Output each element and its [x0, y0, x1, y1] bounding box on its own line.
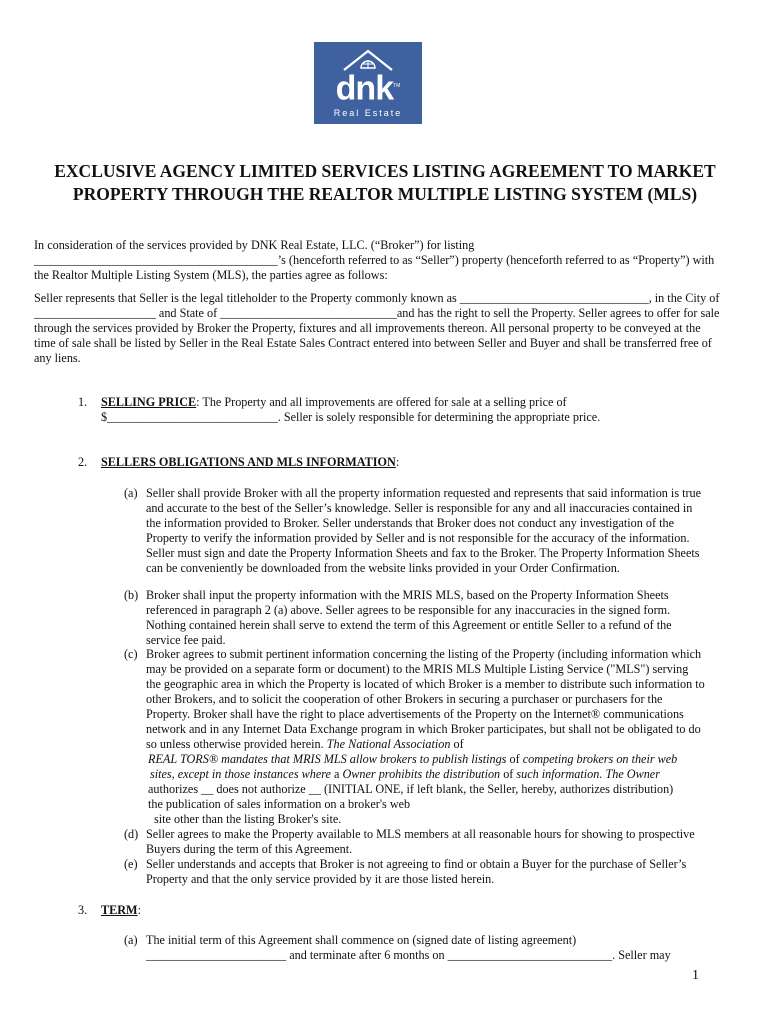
- item-c-label: (c): [124, 647, 138, 661]
- logo-subtitle: Real Estate: [333, 108, 403, 118]
- item-e-label: (e): [124, 857, 138, 871]
- seller-representation-paragraph: Seller represents that Seller is the legal titleholder to the Property commonly known as _______________________________, in the City of ____________________ and State of _____________________________and has the right to sell the Property. Seller agrees to offer for sale through the services provided by Broker the Property, fixtures and all improvements thereon. All personal property to be conveyed at the time of sale shall be listed by Seller in the Real Estate Sales Contract entered into between Seller and Buyer and shall be transferred free of any liens.: [34, 291, 720, 365]
- item-d-label: (d): [124, 827, 139, 841]
- section-1-heading: SELLING PRICE: The Property and all improvements are offered for sale at a selling price of: [101, 395, 567, 409]
- item-b-label: (b): [124, 588, 139, 602]
- section-2-heading: SELLERS OBLIGATIONS AND MLS INFORMATION:: [101, 455, 400, 469]
- section-1-price-line: $____________________________. Seller is solely responsible for determining the appropriate price.: [101, 410, 601, 424]
- section-3-number: 3.: [78, 903, 88, 917]
- document-title: EXCLUSIVE AGENCY LIMITED SERVICES LISTING AGREEMENT TO MARKET PROPERTY THROUGH THE REALTOR MULTIPLE LISTING SYSTEM (MLS): [54, 161, 716, 204]
- item-b-text: Broker shall input the property information with the MRIS MLS, based on the Property Information Sheets referenced in paragraph 2 (a) above. Seller agrees to be responsible for any inaccuracies in the signed form. Nothing contained herein shall serve to extend the term of this Agreement or entitle Seller to a refund of the service fee paid.: [146, 588, 672, 647]
- term-a-line-1: The initial term of this Agreement shall commence on (signed date of listing agreement): [146, 933, 577, 947]
- item-c-line-sites: sites, except in those instances where a Owner prohibits the distribution of such information. The Owner: [150, 767, 660, 781]
- intro-paragraph: In consideration of the services provided by DNK Real Estate, LLC. (“Broker”) for listing ________________________________________’s (henceforth referred to as “Seller”) property (henceforth referred to as “Property”) with the Realtor Multiple Listing System (MLS), the parties agree as follows:: [34, 238, 715, 282]
- item-a-label: (a): [124, 486, 138, 500]
- logo-brand: dnk™: [335, 69, 401, 108]
- item-c-line-authorizes: authorizes __ does not authorize __ (INITIAL ONE, if left blank, the Seller, hereby, authorizes distribution): [148, 782, 674, 796]
- item-c-line-site: site other than the listing Broker's site.: [154, 812, 342, 826]
- company-logo: [314, 42, 422, 124]
- term-a-label: (a): [124, 933, 138, 947]
- item-c-line-realtors: REAL TORS® mandates that MRIS MLS allow brokers to publish listings of competing brokers on their web: [148, 752, 678, 766]
- item-d-text: Seller agrees to make the Property available to MLS members at all reasonable hours for showing to prospective Buyers during the term of this Agreement.: [146, 827, 695, 856]
- section-1-number: 1.: [78, 395, 88, 409]
- term-a-line-2: _______________________ and terminate after 6 months on ___________________________. Seller may: [146, 948, 671, 962]
- item-a-text: Seller shall provide Broker with all the property information requested and represents that said information is true and accurate to the best of the Seller’s knowledge. Seller is responsible for any and all inaccuracies contained in the information provided to Broker. Seller understands that Broker does not conduct any investigation of the Property to verify the information provided by Seller and is not responsible for the accuracy of the information. Seller must sign and date the Property Information Sheets and fax to the Broker. The Property Information Sheets can be conveniently be downloaded from the website links provided in your Order Confirmation.: [146, 486, 702, 575]
- page-number: 1: [692, 968, 699, 983]
- item-e-text: Seller understands and accepts that Broker is not agreeing to find or obtain a Buyer for the purchase of Seller’s Property and that the only service provided by it are those listed herein.: [146, 857, 687, 886]
- item-c-text: Broker agrees to submit pertinent information concerning the listing of the Property (including information which may be provided on a separate form or document) to the MRIS MLS Multiple Listing Service ("MLS") serving the geographic area in which the Property is located of which Broker is a member to distribute such information to other Brokers, and to solicit the cooperation of other Brokers in securing a purchaser or purchasers for the Property. Broker shall have the right to place advertisements of the Property on the Internet® communications network and in any Internet Data Exchange program in which Broker participates, but shall not be obligated to do so unless otherwise provided herein. The National Association of: [146, 647, 705, 751]
- section-3-heading: TERM:: [101, 903, 141, 917]
- section-2-number: 2.: [78, 455, 88, 469]
- item-c-line-publication: the publication of sales information on a broker's web: [148, 797, 411, 811]
